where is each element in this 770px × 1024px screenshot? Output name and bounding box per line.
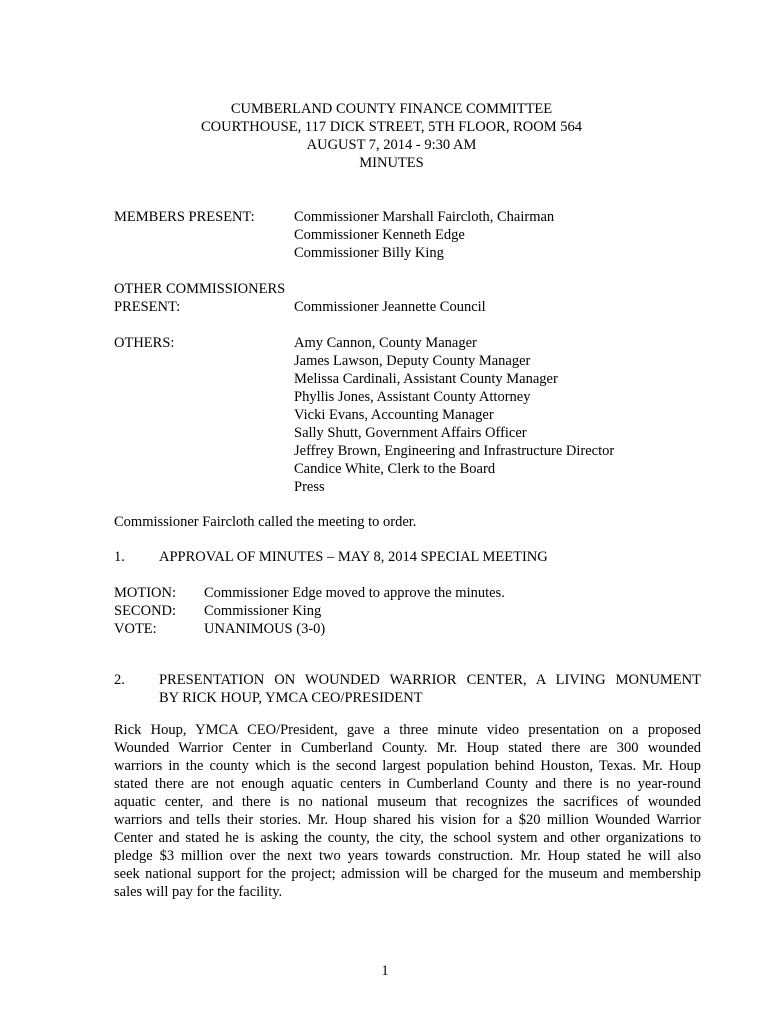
item1-motion-labels (114, 584, 204, 638)
item2-title (159, 671, 701, 707)
paragraph-line: stated there are not enough aquatic centers in Cumberland County and there is no year-round (114, 776, 701, 792)
other-attendee: Phyllis Jones, Assistant County Attorney (294, 389, 531, 405)
other-attendee: Candice White, Clerk to the Board (294, 461, 496, 477)
call-to-order: Commissioner Faircloth called the meeting to order. (114, 514, 417, 530)
others-list (294, 334, 614, 496)
header-minutes: MINUTES (359, 155, 424, 171)
paragraph-line: pledge $3 million over the next two years towards construction. Mr. Houp stated he will also (114, 848, 701, 864)
other-commissioners-list (294, 298, 486, 316)
motion-value: Commissioner Edge moved to approve the minutes. (204, 585, 505, 601)
other-commissioners-label (114, 280, 285, 316)
item1-number: 1. (114, 549, 125, 565)
paragraph-line: warriors in the county which is the second largest population behind Houston, Texas. Mr. Houp (114, 758, 701, 774)
header-date: AUGUST 7, 2014 - 9:30 AM (306, 137, 477, 153)
item2-title-line1: PRESENTATION ON WOUNDED WARRIOR CENTER, A LIVING MONUMENT (159, 672, 701, 688)
other-attendee: Vicki Evans, Accounting Manager (294, 407, 494, 423)
other-attendee: Melissa Cardinali, Assistant County Manager (294, 371, 558, 387)
item1-title: APPROVAL OF MINUTES – MAY 8, 2014 SPECIAL MEETING (159, 549, 548, 565)
members-present-label: MEMBERS PRESENT: (114, 209, 255, 225)
other-attendee: Press (294, 479, 325, 495)
commissioner-name: Commissioner Jeannette Council (294, 299, 486, 315)
second-value: Commissioner King (204, 603, 322, 619)
vote-label: VOTE: (114, 621, 157, 637)
vote-value: UNANIMOUS (3-0) (204, 621, 326, 637)
page-number: 1 (381, 963, 389, 979)
paragraph-line: aquatic center, and there is no national museum that recognizes the sacrifices of wounded (114, 794, 701, 810)
other-attendee: Amy Cannon, County Manager (294, 335, 477, 351)
paragraph-line: seek national support for the project; admission will be charged for the museum and membership (114, 866, 701, 882)
member-name: Commissioner Marshall Faircloth, Chairman (294, 209, 555, 225)
motion-label: MOTION: (114, 585, 177, 601)
other-attendee: Sally Shutt, Government Affairs Officer (294, 425, 527, 441)
header-committee: CUMBERLAND COUNTY FINANCE COMMITTEE (230, 101, 553, 117)
paragraph-line: Wounded Warrior Center in Cumberland County. Mr. Houp stated there are 300 wounded (114, 740, 701, 756)
members-present-list (294, 208, 554, 262)
other-commissioners-label-line2: PRESENT: (114, 299, 181, 315)
second-label: SECOND: (114, 603, 177, 619)
item2-number: 2. (114, 672, 125, 688)
item2-title-line2: BY RICK HOUP, YMCA CEO/PRESIDENT (159, 690, 423, 706)
others-label: OTHERS: (114, 335, 175, 351)
other-attendee: Jeffrey Brown, Engineering and Infrastructure Director (294, 443, 615, 459)
paragraph-line: Center and stated he is asking the county, the city, the school system and other organizations to (114, 830, 701, 846)
item2-paragraph (114, 721, 701, 901)
other-commissioners-label-line1: OTHER COMMISSIONERS (114, 281, 286, 297)
paragraph-line: Rick Houp, YMCA CEO/President, gave a three minute video presentation on a proposed (114, 722, 701, 738)
header-location: COURTHOUSE, 117 DICK STREET, 5TH FLOOR, ROOM 564 (201, 119, 582, 135)
member-name: Commissioner Kenneth Edge (294, 227, 465, 243)
item1-motion-values (204, 584, 505, 638)
document-header (114, 100, 669, 172)
other-attendee: James Lawson, Deputy County Manager (294, 353, 531, 369)
member-name: Commissioner Billy King (294, 245, 444, 261)
paragraph-line: warriors and tells their stories. Mr. Houp shared his vision for a $20 million Wounded Warrior (114, 812, 701, 828)
paragraph-line: sales will pay for the facility. (114, 884, 283, 900)
